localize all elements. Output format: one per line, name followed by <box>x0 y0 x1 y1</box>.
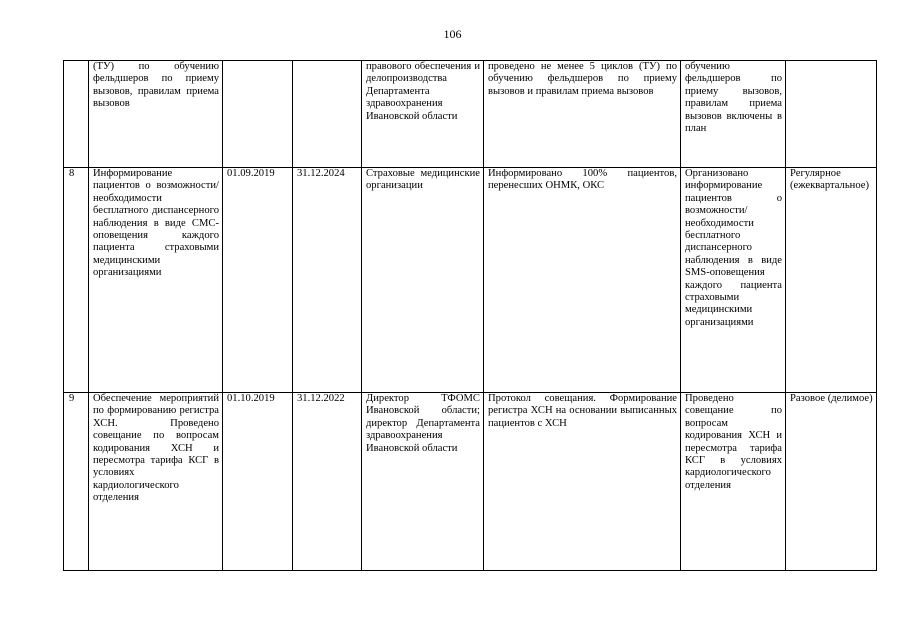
result-cell: Протокол совещания. Формирование регистра ХСН на основании выписанных пациентов с ХСН <box>484 393 681 571</box>
table-row <box>64 168 877 393</box>
row-number: 9 <box>64 393 89 571</box>
table-row <box>64 393 877 571</box>
end-date-cell <box>293 61 362 168</box>
type-cell <box>786 61 877 168</box>
responsible-cell: Директор ТФОМС Ивановской области; директор Департамента здравоохранения Ивановской области <box>362 393 484 571</box>
page-number: 106 <box>443 27 462 41</box>
type-cell: Разовое (делимое) <box>786 393 877 571</box>
start-date-cell: 01.10.2019 <box>223 393 293 571</box>
responsible-cell: Страховые медицинские организации <box>362 168 484 393</box>
event-cell: Информирование пациентов о возможности/необходимости бесплатного диспансерного наблюдения в виде СМС-оповещения каждого пациента страховыми медицинскими организациями <box>89 168 223 393</box>
start-date-cell <box>223 61 293 168</box>
row-number <box>64 61 89 168</box>
plan-table <box>63 60 877 571</box>
end-date-cell: 31.12.2024 <box>293 168 362 393</box>
event-cell: Обеспечение мероприятий по формированию регистра ХСН. Проведено совещание по вопросам кодирования ХСН и пересмотра тарифа КСГ в условиях кардиологического отделения <box>89 393 223 571</box>
responsible-cell: правового обеспечения и делопроизводства Департамента здравоохранения Ивановской области <box>362 61 484 168</box>
table-row <box>64 61 877 168</box>
result-cell: проведено не менее 5 циклов (ТУ) по обучению фельдшеров по приему вызовов и правилам приема вызовов <box>484 61 681 168</box>
event-cell: (ТУ) по обучению фельдшеров по приему вызовов, правилам приема вызовов <box>89 61 223 168</box>
indicator-cell: Проведено совещание по вопросам кодирования ХСН и пересмотра тарифа КСГ в условиях кардиологического отделения <box>681 393 786 571</box>
indicator-cell: обучению фельдшеров по приему вызовов, правилам приема вызовов включены в план <box>681 61 786 168</box>
type-cell: Регулярное (ежеквартальное) <box>786 168 877 393</box>
row-number: 8 <box>64 168 89 393</box>
indicator-cell: Организовано информирование пациентов о возможности/необходимости бесплатного диспансерного наблюдения в виде SMS-оповещения каждого пациента страховыми медицинскими организациями <box>681 168 786 393</box>
end-date-cell: 31.12.2022 <box>293 393 362 571</box>
start-date-cell: 01.09.2019 <box>223 168 293 393</box>
result-cell: Информировано 100% пациентов, перенесших ОНМК, ОКС <box>484 168 681 393</box>
